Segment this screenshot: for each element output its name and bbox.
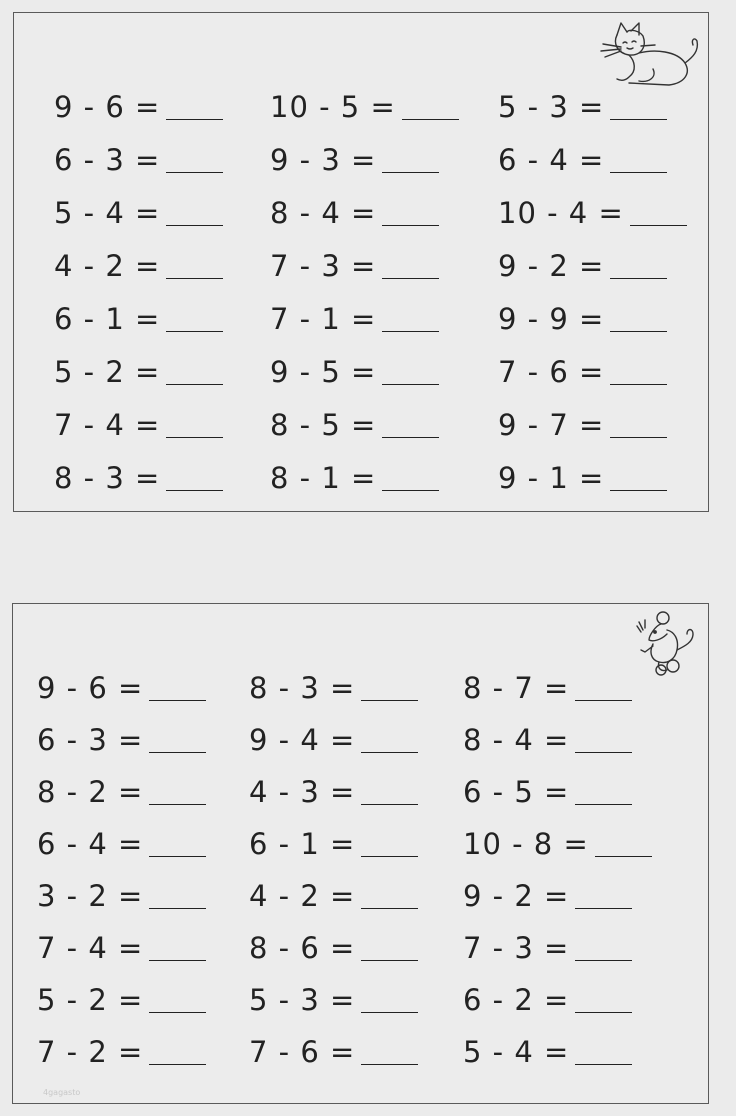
subtraction-problem bbox=[270, 138, 439, 182]
answer-blank[interactable] bbox=[610, 307, 667, 332]
answer-blank[interactable] bbox=[575, 936, 632, 961]
answer-blank[interactable] bbox=[575, 728, 632, 753]
problem-row bbox=[14, 456, 708, 500]
problem-expression: 8 - 3 = bbox=[54, 461, 161, 495]
problem-expression: 10 - 5 = bbox=[270, 90, 396, 124]
problem-expression: 9 - 2 = bbox=[498, 249, 605, 283]
subtraction-problem bbox=[498, 456, 667, 500]
subtraction-problem bbox=[270, 350, 439, 394]
subtraction-problem bbox=[54, 138, 223, 182]
answer-blank[interactable] bbox=[610, 466, 667, 491]
subtraction-problem bbox=[54, 403, 223, 447]
answer-blank[interactable] bbox=[610, 254, 667, 279]
subtraction-problem bbox=[270, 85, 459, 129]
answer-blank[interactable] bbox=[575, 780, 632, 805]
subtraction-problem bbox=[37, 770, 206, 814]
problem-row bbox=[13, 770, 708, 814]
subtraction-problem bbox=[498, 85, 667, 129]
worksheet-bottom bbox=[12, 603, 709, 1104]
answer-blank[interactable] bbox=[361, 728, 418, 753]
subtraction-problem bbox=[498, 350, 667, 394]
answer-blank[interactable] bbox=[149, 832, 206, 857]
subtraction-problem bbox=[37, 874, 206, 918]
answer-blank[interactable] bbox=[610, 148, 667, 173]
answer-blank[interactable] bbox=[361, 988, 418, 1013]
problem-expression: 9 - 9 = bbox=[498, 302, 605, 336]
answer-blank[interactable] bbox=[166, 95, 223, 120]
subtraction-problem bbox=[54, 456, 223, 500]
problem-expression: 7 - 4 = bbox=[54, 408, 161, 442]
problem-expression: 5 - 4 = bbox=[54, 196, 161, 230]
problem-expression: 7 - 2 = bbox=[37, 1035, 144, 1069]
problem-row bbox=[14, 350, 708, 394]
answer-blank[interactable] bbox=[382, 307, 439, 332]
answer-blank[interactable] bbox=[166, 254, 223, 279]
problem-expression: 9 - 3 = bbox=[270, 143, 377, 177]
problem-expression: 4 - 3 = bbox=[249, 775, 356, 809]
answer-blank[interactable] bbox=[361, 1040, 418, 1065]
subtraction-problem bbox=[270, 191, 439, 235]
problem-expression: 8 - 1 = bbox=[270, 461, 377, 495]
subtraction-problem bbox=[270, 244, 439, 288]
problem-row bbox=[13, 822, 708, 866]
problem-row bbox=[13, 874, 708, 918]
problem-expression: 8 - 4 = bbox=[270, 196, 377, 230]
subtraction-problem bbox=[249, 666, 418, 710]
subtraction-problem bbox=[37, 978, 206, 1022]
problem-row bbox=[13, 978, 708, 1022]
answer-blank[interactable] bbox=[382, 466, 439, 491]
problem-expression: 6 - 3 = bbox=[54, 143, 161, 177]
subtraction-problem bbox=[54, 350, 223, 394]
answer-blank[interactable] bbox=[575, 988, 632, 1013]
problem-row bbox=[14, 85, 708, 129]
subtraction-problem bbox=[498, 138, 667, 182]
problem-row bbox=[13, 1030, 708, 1074]
problem-expression: 5 - 3 = bbox=[249, 983, 356, 1017]
subtraction-problem bbox=[463, 718, 632, 762]
problem-row bbox=[14, 138, 708, 182]
answer-blank[interactable] bbox=[575, 884, 632, 909]
problem-expression: 9 - 5 = bbox=[270, 355, 377, 389]
subtraction-problem bbox=[37, 718, 206, 762]
problem-expression: 5 - 3 = bbox=[498, 90, 605, 124]
subtraction-problem bbox=[249, 874, 418, 918]
answer-blank[interactable] bbox=[630, 201, 687, 226]
problem-row bbox=[14, 403, 708, 447]
subtraction-problem bbox=[270, 297, 439, 341]
answer-blank[interactable] bbox=[382, 148, 439, 173]
subtraction-problem bbox=[270, 456, 439, 500]
worksheet-top bbox=[13, 12, 709, 512]
answer-blank[interactable] bbox=[402, 95, 459, 120]
subtraction-problem bbox=[270, 403, 439, 447]
subtraction-problem bbox=[463, 978, 632, 1022]
problem-row bbox=[13, 666, 708, 710]
answer-blank[interactable] bbox=[361, 832, 418, 857]
subtraction-problem bbox=[498, 191, 687, 235]
answer-blank[interactable] bbox=[382, 360, 439, 385]
answer-blank[interactable] bbox=[610, 95, 667, 120]
answer-blank[interactable] bbox=[149, 884, 206, 909]
watermark: 4gagasto bbox=[43, 1088, 81, 1097]
answer-blank[interactable] bbox=[361, 884, 418, 909]
problem-expression: 7 - 1 = bbox=[270, 302, 377, 336]
problem-expression: 8 - 2 = bbox=[37, 775, 144, 809]
answer-blank[interactable] bbox=[166, 413, 223, 438]
subtraction-problem bbox=[54, 85, 223, 129]
subtraction-problem bbox=[54, 297, 223, 341]
subtraction-problem bbox=[249, 1030, 418, 1074]
answer-blank[interactable] bbox=[595, 832, 652, 857]
answer-blank[interactable] bbox=[610, 413, 667, 438]
subtraction-problem bbox=[249, 978, 418, 1022]
subtraction-problem bbox=[37, 822, 206, 866]
problem-expression: 8 - 5 = bbox=[270, 408, 377, 442]
subtraction-problem bbox=[37, 926, 206, 970]
problem-row bbox=[13, 718, 708, 762]
answer-blank[interactable] bbox=[575, 1040, 632, 1065]
problem-expression: 6 - 3 = bbox=[37, 723, 144, 757]
answer-blank[interactable] bbox=[149, 728, 206, 753]
cat-icon bbox=[599, 19, 707, 89]
answer-blank[interactable] bbox=[166, 307, 223, 332]
subtraction-problem bbox=[463, 874, 632, 918]
answer-blank[interactable] bbox=[166, 360, 223, 385]
answer-blank[interactable] bbox=[575, 676, 632, 701]
problem-expression: 6 - 2 = bbox=[463, 983, 570, 1017]
subtraction-problem bbox=[463, 926, 632, 970]
problem-expression: 9 - 7 = bbox=[498, 408, 605, 442]
problem-expression: 9 - 1 = bbox=[498, 461, 605, 495]
subtraction-problem bbox=[37, 1030, 206, 1074]
problem-expression: 6 - 1 = bbox=[54, 302, 161, 336]
subtraction-problem bbox=[498, 403, 667, 447]
subtraction-problem bbox=[37, 666, 206, 710]
problem-row bbox=[14, 297, 708, 341]
problem-expression: 8 - 3 = bbox=[249, 671, 356, 705]
answer-blank[interactable] bbox=[361, 780, 418, 805]
subtraction-problem bbox=[463, 1030, 632, 1074]
subtraction-problem bbox=[463, 666, 632, 710]
answer-blank[interactable] bbox=[361, 936, 418, 961]
problem-expression: 6 - 4 = bbox=[37, 827, 144, 861]
problem-row bbox=[14, 191, 708, 235]
answer-blank[interactable] bbox=[610, 360, 667, 385]
problem-expression: 9 - 6 = bbox=[37, 671, 144, 705]
problem-expression: 8 - 4 = bbox=[463, 723, 570, 757]
problem-expression: 3 - 2 = bbox=[37, 879, 144, 913]
answer-blank[interactable] bbox=[382, 254, 439, 279]
problem-expression: 8 - 7 = bbox=[463, 671, 570, 705]
problem-expression: 6 - 1 = bbox=[249, 827, 356, 861]
problem-expression: 7 - 6 = bbox=[249, 1035, 356, 1069]
subtraction-problem bbox=[463, 770, 632, 814]
problem-expression: 9 - 2 = bbox=[463, 879, 570, 913]
subtraction-problem bbox=[249, 770, 418, 814]
problem-expression: 5 - 2 = bbox=[37, 983, 144, 1017]
problem-expression: 8 - 6 = bbox=[249, 931, 356, 965]
problem-expression: 10 - 4 = bbox=[498, 196, 624, 230]
problem-expression: 7 - 4 = bbox=[37, 931, 144, 965]
problem-expression: 7 - 3 = bbox=[463, 931, 570, 965]
problem-expression: 7 - 6 = bbox=[498, 355, 605, 389]
answer-blank[interactable] bbox=[149, 936, 206, 961]
problem-expression: 6 - 4 = bbox=[498, 143, 605, 177]
subtraction-problem bbox=[54, 191, 223, 235]
subtraction-problem bbox=[463, 822, 652, 866]
problem-expression: 4 - 2 = bbox=[54, 249, 161, 283]
answer-blank[interactable] bbox=[166, 466, 223, 491]
problem-expression: 5 - 4 = bbox=[463, 1035, 570, 1069]
subtraction-problem bbox=[249, 822, 418, 866]
answer-blank[interactable] bbox=[361, 676, 418, 701]
answer-blank[interactable] bbox=[149, 1040, 206, 1065]
answer-blank[interactable] bbox=[166, 148, 223, 173]
answer-blank[interactable] bbox=[149, 780, 206, 805]
problem-expression: 6 - 5 = bbox=[463, 775, 570, 809]
subtraction-problem bbox=[498, 244, 667, 288]
subtraction-problem bbox=[249, 926, 418, 970]
subtraction-problem bbox=[498, 297, 667, 341]
answer-blank[interactable] bbox=[382, 201, 439, 226]
problem-expression: 9 - 6 = bbox=[54, 90, 161, 124]
subtraction-problem bbox=[249, 718, 418, 762]
problem-expression: 4 - 2 = bbox=[249, 879, 356, 913]
problem-expression: 10 - 8 = bbox=[463, 827, 589, 861]
subtraction-problem bbox=[54, 244, 223, 288]
answer-blank[interactable] bbox=[149, 988, 206, 1013]
answer-blank[interactable] bbox=[149, 676, 206, 701]
problem-row bbox=[14, 244, 708, 288]
answer-blank[interactable] bbox=[166, 201, 223, 226]
problem-expression: 9 - 4 = bbox=[249, 723, 356, 757]
problem-row bbox=[13, 926, 708, 970]
problem-expression: 5 - 2 = bbox=[54, 355, 161, 389]
problem-expression: 7 - 3 = bbox=[270, 249, 377, 283]
answer-blank[interactable] bbox=[382, 413, 439, 438]
